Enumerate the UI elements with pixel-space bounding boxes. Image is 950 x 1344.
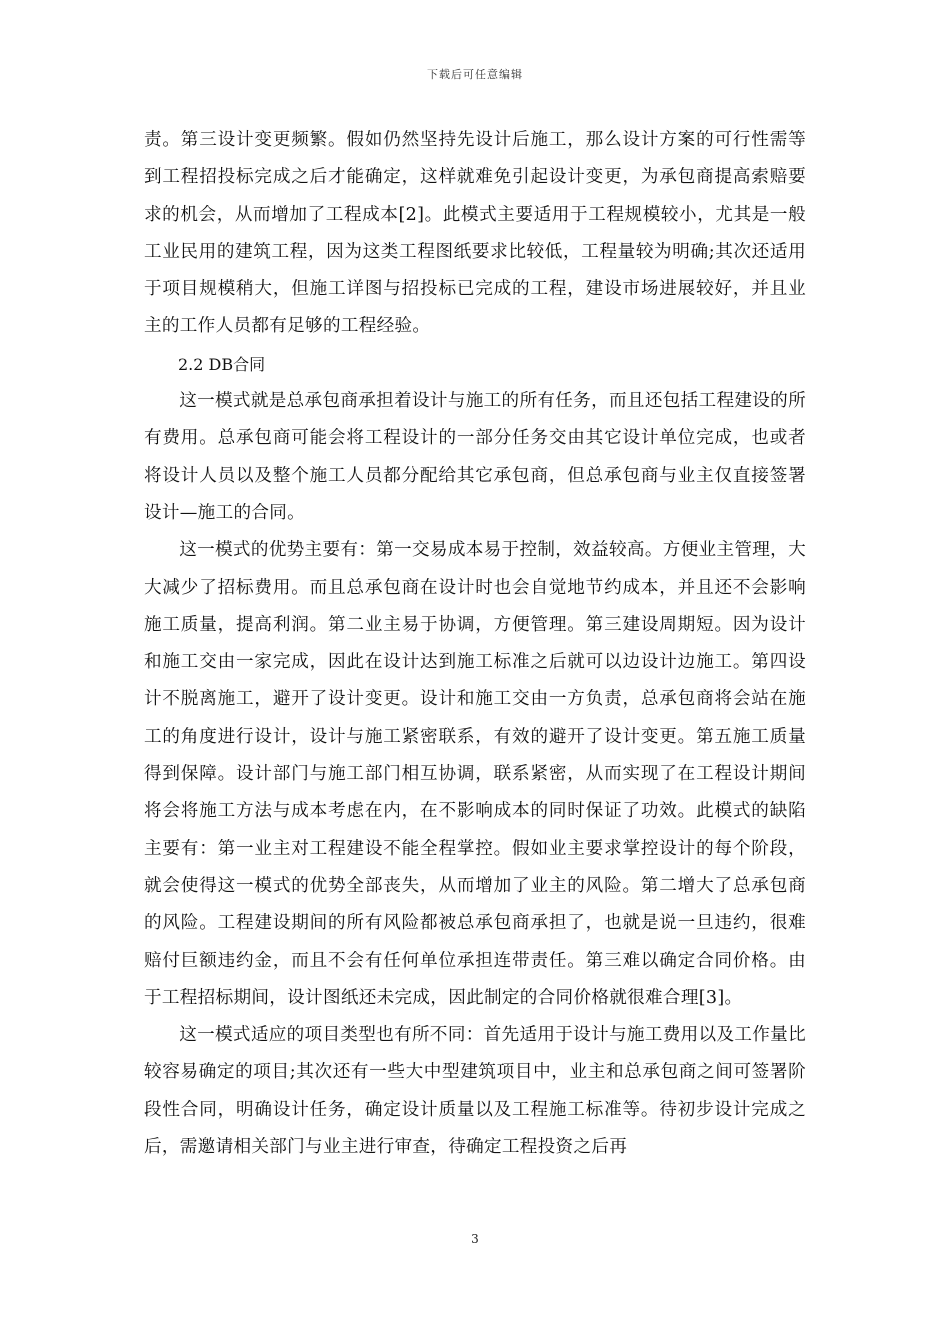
paragraph-continuation: 责。第三设计变更频繁。假如仍然坚持先设计后施工，那么设计方案的可行性需等到工程招投标完成之后才能确定，这样就难免引起设计变更，为承包商提高索赔要求的机会，从而增加了工程成本[2]。此模式主要适用于工程规模较小，尤其是一般工业民用的建筑工程，因为这类工程图纸要求比较低，工程量较为明确;其次还适用于项目规模稍大，但施工详图与招投标已完成的工程，建设市场进展较好，并且业主的工作人员都有足够的工程经验。 [144,130,806,337]
header-note: 下载后可任意编辑 [427,68,523,81]
page-number: 3 [471,1232,479,1246]
paragraph-db-pros-cons: 这一模式的优势主要有：第一交易成本易于控制，效益较高。方便业主管理，大大减少了招标费用。而且总承包商在设计时也会自觉地节约成本，并且还不会影响施工质量，提高利润。第二业主易于协调，方便管理。第三建设周期短。因为设计和施工交由一家完成，因此在设计达到施工标准之后就可以边设计边施工。第四设计不脱离施工，避开了设计变更。设计和施工交由一方负责，总承包商将会站在施工的角度进行设计，设计与施工紧密联系，有效的避开了设计变更。第五施工质量得到保障。设计部门与施工部门相互协调，联系紧密，从而实现了在工程设计期间将会将施工方法与成本考虑在内，在不影响成本的同时保证了功效。此模式的缺陷主要有：第一业主对工程建设不能全程掌控。假如业主要求掌控设计的每个阶段，就会使得这一模式的优势全部丧失，从而增加了业主的风险。第二增大了总承包商的风险。工程建设期间的所有风险都被总承包商承担了，也就是说一旦违约，很难赔付巨额违约金，而且不会有任何单位承担连带责任。第三难以确定合同价格。由于工程招标期间，设计图纸还未完成，因此制定的合同价格就很难合理[3]。 [144,540,806,1008]
paragraph-db-definition: 这一模式就是总承包商承担着设计与施工的所有任务，而且还包括工程建设的所有费用。总承包商可能会将工程设计的一部分任务交由其它设计单位完成，也或者将设计人员以及整个施工人员都分配给其它承包商，但总承包商与业主仅直接签署设计—施工的合同。 [144,391,806,523]
paragraph-db-applicability: 这一模式适应的项目类型也有所不同：首先适用于设计与施工费用以及工作量比较容易确定的项目;其次还有一些大中型建筑项目中，业主和总承包商之间可签署阶段性合同，明确设计任务，确定设计质量以及工程施工标准等。待初步设计完成之后，需邀请相关部门与业主进行审查，待确定工程投资之后再 [144,1025,806,1158]
document-body [144,122,806,1166]
section-heading: 2.2 DB合同 [178,354,266,374]
